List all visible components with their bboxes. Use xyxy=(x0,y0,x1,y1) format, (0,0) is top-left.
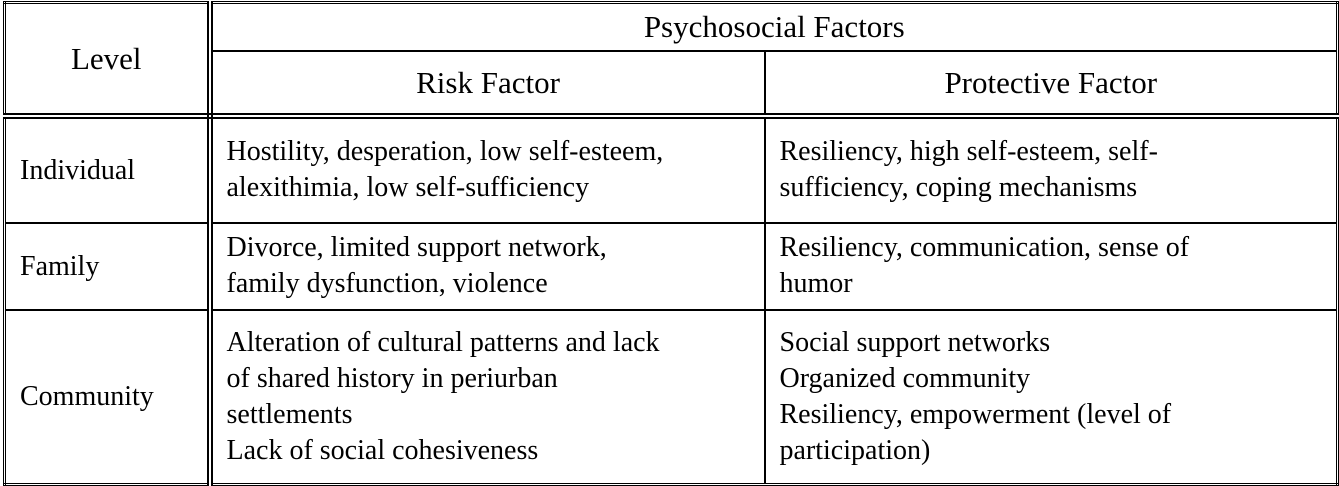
risk-cell xyxy=(210,310,765,485)
risk-line: Alteration of cultural patterns and lack xyxy=(226,326,660,358)
risk-line: of shared history in periurban xyxy=(226,362,558,394)
level-cell: Community xyxy=(5,310,210,485)
psychosocial-factors-header: Psychosocial Factors xyxy=(210,3,1338,51)
risk-line: family dysfunction, violence xyxy=(226,268,548,299)
risk-line: settlements xyxy=(226,398,353,430)
psychosocial-factors-table xyxy=(3,1,1339,486)
table-row xyxy=(5,223,1338,310)
protective-line: Resiliency, high self-esteem, self- xyxy=(779,136,1158,167)
table-container xyxy=(3,1,1336,485)
protective-cell xyxy=(765,310,1338,485)
risk-line: alexithimia, low self-sufficiency xyxy=(226,172,590,203)
risk-factor-header: Risk Factor xyxy=(210,51,765,116)
level-cell: Individual xyxy=(5,116,210,223)
protective-line: sufficiency, coping mechanisms xyxy=(779,172,1138,203)
protective-cell xyxy=(765,116,1338,223)
protective-line: Organized community xyxy=(779,362,1031,394)
protective-line: Resiliency, communication, sense of xyxy=(779,232,1190,263)
protective-factor-header: Protective Factor xyxy=(765,51,1338,116)
level-header: Level xyxy=(5,3,210,116)
protective-line: Social support networks xyxy=(779,326,1051,358)
risk-cell xyxy=(210,116,765,223)
protective-line: humor xyxy=(779,268,853,299)
table-row xyxy=(5,310,1338,485)
protective-cell xyxy=(765,223,1338,310)
level-cell: Family xyxy=(5,223,210,310)
table-row xyxy=(5,116,1338,223)
risk-line: Divorce, limited support network, xyxy=(226,232,607,263)
risk-line: Hostility, desperation, low self-esteem, xyxy=(226,136,664,167)
risk-cell xyxy=(210,223,765,310)
protective-line: participation) xyxy=(779,434,931,466)
risk-line: Lack of social cohesiveness xyxy=(226,434,539,466)
protective-line: Resiliency, empowerment (level of xyxy=(779,398,1172,430)
